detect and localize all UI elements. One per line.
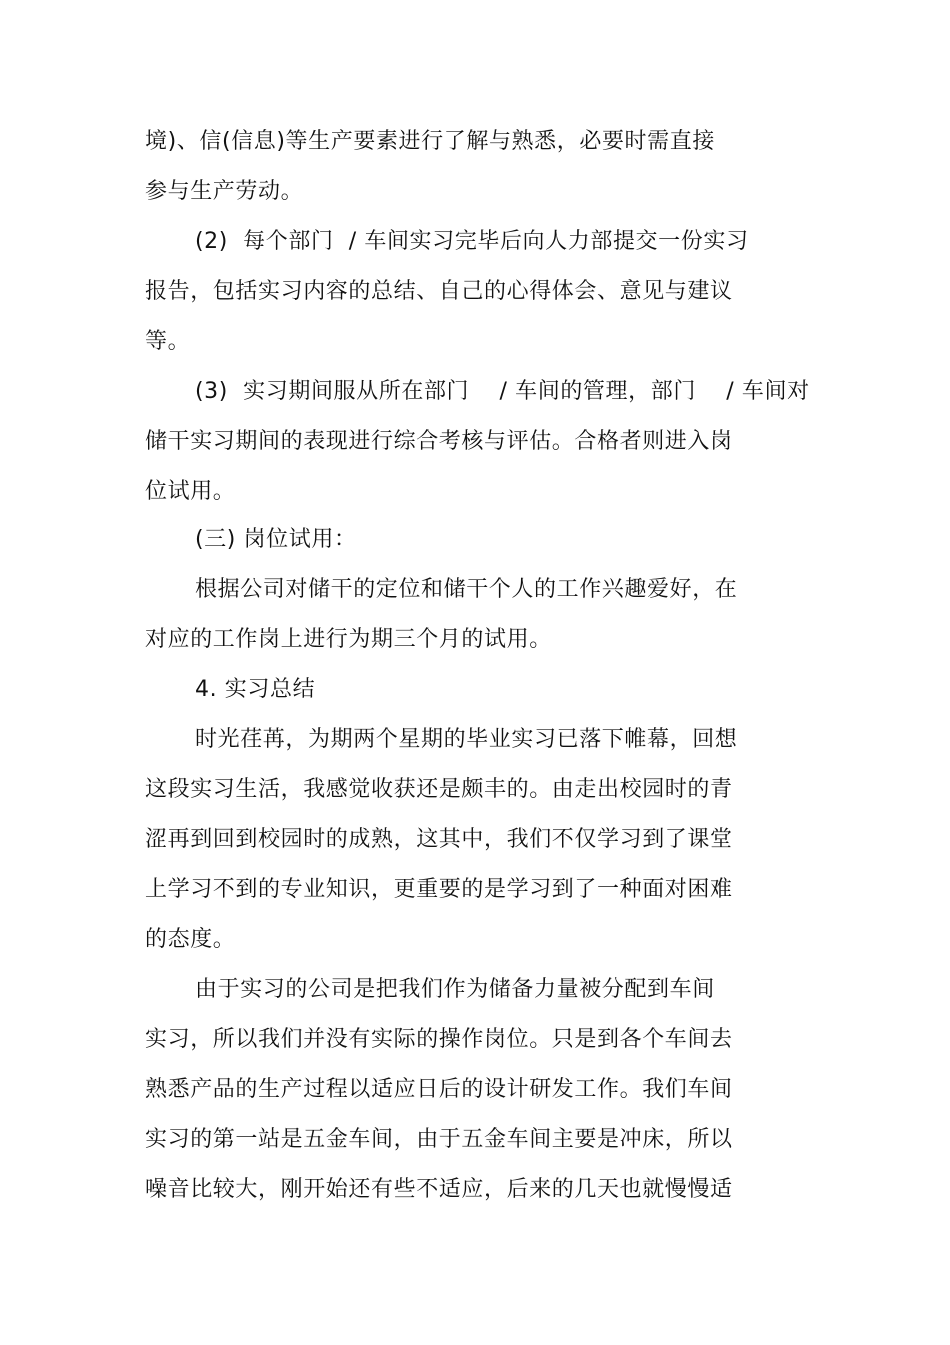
text-line: 储干实习期间的表现进行综合考核与评估。合格者则进入岗 <box>145 429 733 454</box>
section-heading: 4. 实习总结 <box>195 677 316 702</box>
text-line: (2) 每个部门 / 车间实习完毕后向人力部提交一份实习 <box>195 229 749 254</box>
text-line: 时光荏苒，为期两个星期的毕业实习已落下帷幕，回想 <box>195 727 738 752</box>
text-line: 由于实习的公司是把我们作为储备力量被分配到车间 <box>195 977 715 1002</box>
section-heading: (三) 岗位试用： <box>195 527 357 552</box>
text-line: 实习的第一站是五金车间，由于五金车间主要是冲床，所以 <box>145 1127 733 1152</box>
text-line: 根据公司对储干的定位和储干个人的工作兴趣爱好，在 <box>195 577 738 602</box>
text-line: 实习，所以我们并没有实际的操作岗位。只是到各个车间去 <box>145 1027 733 1052</box>
text-line: 上学习不到的专业知识，更重要的是学习到了一种面对困难 <box>145 877 733 902</box>
text-line: (3) 实习期间服从所在部门 / 车间的管理，部门 / 车间对 <box>195 379 810 404</box>
text-line: 境)、信(信息)等生产要素进行了解与熟悉，必要时需直接 <box>145 129 715 154</box>
text-line: 对应的工作岗上进行为期三个月的试用。 <box>145 627 552 652</box>
text-line: 参与生产劳动。 <box>145 179 304 204</box>
text-line: 等。 <box>145 329 191 354</box>
text-line: 报告，包括实习内容的总结、自己的心得体会、意见与建议 <box>145 279 733 304</box>
text-line: 噪音比较大，刚开始还有些不适应，后来的几天也就慢慢适 <box>145 1177 733 1202</box>
text-line: 这段实习生活，我感觉收获还是颇丰的。由走出校园时的青 <box>145 777 733 802</box>
text-line: 涩再到回到校园时的成熟，这其中，我们不仅学习到了课堂 <box>145 827 733 852</box>
text-line: 熟悉产品的生产过程以适应日后的设计研发工作。我们车间 <box>145 1077 733 1102</box>
text-line: 的态度。 <box>145 927 236 952</box>
text-line: 位试用。 <box>145 479 236 504</box>
